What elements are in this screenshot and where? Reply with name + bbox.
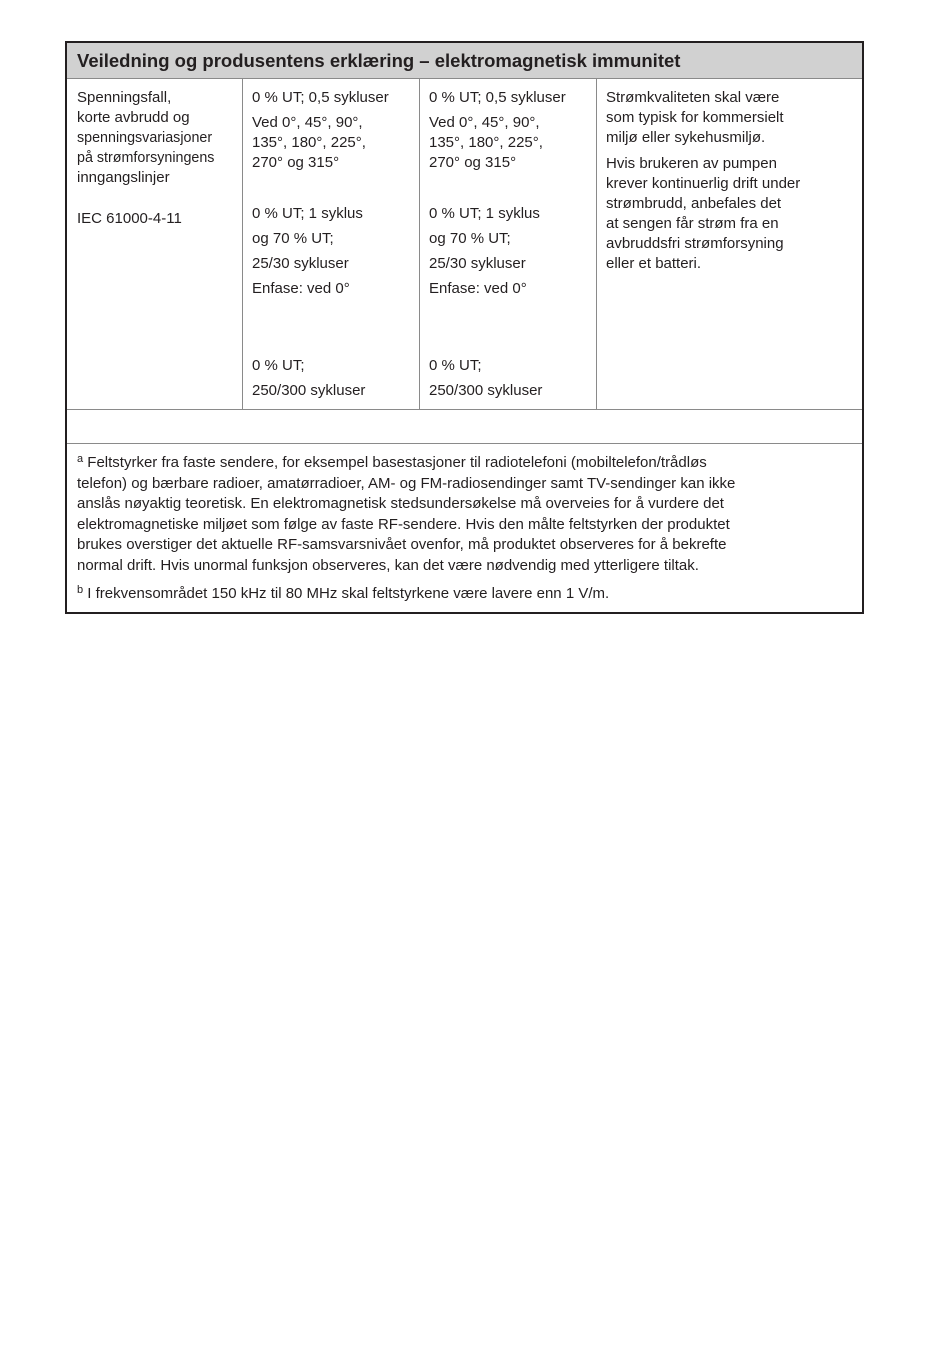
test-level-line: 0 % UT; xyxy=(252,357,305,374)
guidance-line: avbruddsfri strømforsyning xyxy=(606,235,784,252)
footnote-a-text: Feltstyrker fra faste sendere, for eksempel basestasjoner til radiotelefoni (mobiltelefon/trådløs xyxy=(83,454,707,471)
standard-reference: IEC 61000-4-11 xyxy=(77,210,182,227)
footnotes xyxy=(77,453,847,605)
guidance-cell xyxy=(606,88,800,274)
footnote-a-line: anslås nøyaktig teoretisk. En elektromagnetisk stedsundersøkelse må overveies for å vurdere det xyxy=(77,495,724,512)
test-level-line: 0 % UT; 0,5 sykluser xyxy=(252,89,389,106)
test-level-line: 135°, 180°, 225°, xyxy=(252,134,366,151)
compliance-level-line: 25/30 sykluser xyxy=(429,255,526,272)
compliance-level-line: 0 % UT; 0,5 sykluser xyxy=(429,89,566,106)
footnote-a-marker: a xyxy=(77,453,84,465)
compliance-level-line: Ved 0°, 45°, 90°, xyxy=(429,114,540,131)
guidance-line: miljø eller sykehusmiljø. xyxy=(606,129,766,146)
guidance-line: krever kontinuerlig drift under xyxy=(606,175,801,192)
phenomenon-line: Spenningsfall, xyxy=(77,89,172,106)
table-title: Veiledning og produsentens erklæring – elektromagnetisk immunitet xyxy=(77,50,681,71)
footnote-a-line: elektromagnetiske miljøet som følge av faste RF-sendere. Hvis den målte feltstyrken der produktet xyxy=(77,515,730,533)
guidance-line: at sengen får strøm fra en xyxy=(606,215,779,232)
compliance-level-line: 270° og 315° xyxy=(429,154,517,171)
test-level-line: 270° og 315° xyxy=(252,154,340,171)
test-level-line: og 70 % UT; xyxy=(252,230,334,247)
phenomenon-line: korte avbrudd og xyxy=(77,109,190,126)
compliance-level-line: 0 % UT; xyxy=(429,357,482,374)
test-level-line: 25/30 sykluser xyxy=(252,255,349,272)
phenomenon-line: inngangslinjer xyxy=(77,169,170,186)
phenomenon-line: spenningsvariasjoner xyxy=(77,130,213,146)
footnote-a xyxy=(77,453,847,474)
compliance-level-line: 0 % UT; 1 syklus xyxy=(429,205,540,222)
test-level-cell xyxy=(252,88,389,401)
compliance-level-line: Enfase: ved 0° xyxy=(429,280,527,297)
test-level-line: Ved 0°, 45°, 90°, xyxy=(252,114,363,131)
immunity-table xyxy=(65,41,864,614)
guidance-line: Hvis brukeren av pumpen xyxy=(606,155,777,172)
empty-row xyxy=(67,410,862,443)
column-divider xyxy=(419,79,420,409)
column-divider xyxy=(242,79,243,409)
test-level-line: Enfase: ved 0° xyxy=(252,280,350,297)
test-level-line: 0 % UT; 1 syklus xyxy=(252,205,363,222)
compliance-level-line: 135°, 180°, 225°, xyxy=(429,134,543,151)
guidance-line: eller et batteri. xyxy=(606,255,702,272)
footnote-a-line: brukes overstiger det aktuelle RF-samsvarsnivået ovenfor, må produktet observeres for å bekrefte xyxy=(77,536,727,553)
phenomenon-line: på strømforsyningens xyxy=(77,150,215,166)
footnote-a-line: telefon) og bærbare radioer, amatørradioer, AM- og FM-radiosendinger samt TV-sendinger kan ikke xyxy=(77,474,736,492)
guidance-line: strømbrudd, anbefales det xyxy=(606,195,782,212)
test-level-line: 250/300 sykluser xyxy=(252,382,366,399)
compliance-level-cell xyxy=(429,88,566,401)
footnote-b-marker: b xyxy=(77,584,84,596)
footnote-a-line: normal drift. Hvis unormal funksjon observeres, kan det være nødvendig med ytterligere tiltak. xyxy=(77,556,699,574)
phenomenon-cell xyxy=(77,88,214,229)
footnote-b xyxy=(77,584,847,605)
compliance-level-line: 250/300 sykluser xyxy=(429,382,543,399)
table-header xyxy=(67,43,862,79)
guidance-line: som typisk for kommersielt xyxy=(606,109,784,126)
compliance-level-line: og 70 % UT; xyxy=(429,230,511,247)
column-divider xyxy=(596,79,597,409)
guidance-line: Strømkvaliteten skal være xyxy=(606,89,780,106)
row-divider xyxy=(67,443,862,444)
footnote-b-text: I frekvensområdet 150 kHz til 80 MHz skal feltstyrkene være lavere enn 1 V/m. xyxy=(83,585,610,602)
